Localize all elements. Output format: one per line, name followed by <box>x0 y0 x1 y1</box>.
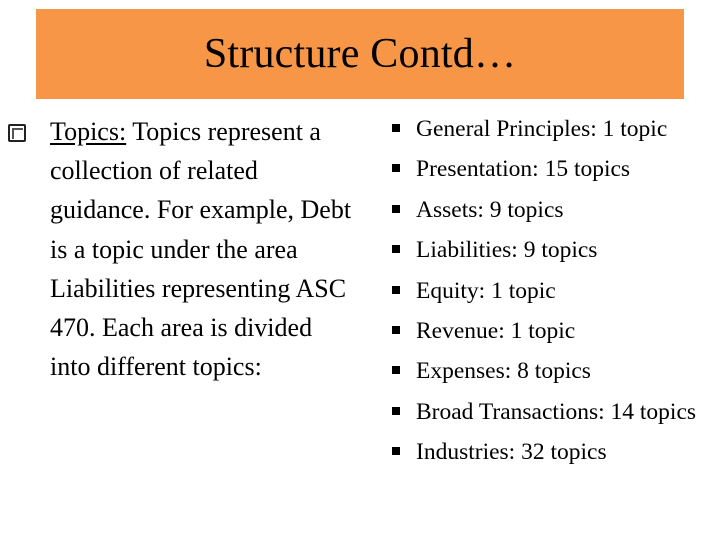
list-item-text: Liabilities: 9 topics <box>416 237 598 264</box>
list-item <box>392 435 712 469</box>
checkbox-square-icon <box>8 124 26 142</box>
topics-description: Topics represent a collection of related guidance. For example, Debt is a topic under the area Liabilities representing ASC 470. Each area is divided into different topics: <box>50 117 352 382</box>
list-item-text: Expenses: 8 topics <box>416 358 591 385</box>
square-bullet-icon <box>392 286 400 294</box>
list-item-text: Broad Transactions: 14 topics <box>416 398 697 425</box>
topics-label: Topics: <box>50 117 127 146</box>
square-bullet-icon <box>392 245 400 253</box>
list-item <box>392 395 712 429</box>
topic-count-list <box>392 112 712 469</box>
topics-paragraph <box>8 112 358 386</box>
left-column <box>8 112 358 386</box>
list-item <box>392 274 712 308</box>
square-bullet-icon <box>392 164 400 172</box>
square-bullet-icon <box>392 124 400 132</box>
list-item-text: Industries: 32 topics <box>416 439 607 466</box>
title-band <box>36 9 684 99</box>
square-bullet-icon <box>392 447 400 455</box>
slide-title: Structure Contd… <box>203 31 517 77</box>
square-bullet-icon <box>392 407 400 415</box>
list-item <box>392 233 712 267</box>
list-item <box>392 112 712 146</box>
list-item-text: Revenue: 1 topic <box>416 317 576 344</box>
list-item-text: General Principles: 1 topic <box>416 116 668 142</box>
list-item-text: Presentation: 15 topics <box>416 156 631 183</box>
list-item <box>392 152 712 186</box>
list-item-text: Equity: 1 topic <box>416 277 556 304</box>
square-bullet-icon <box>392 205 400 213</box>
right-column <box>392 112 712 476</box>
square-bullet-icon <box>392 366 400 374</box>
list-item-text: Assets: 9 topics <box>416 196 564 223</box>
list-item <box>392 193 712 227</box>
list-item <box>392 314 712 348</box>
list-item <box>392 354 712 388</box>
square-bullet-icon <box>392 326 400 334</box>
